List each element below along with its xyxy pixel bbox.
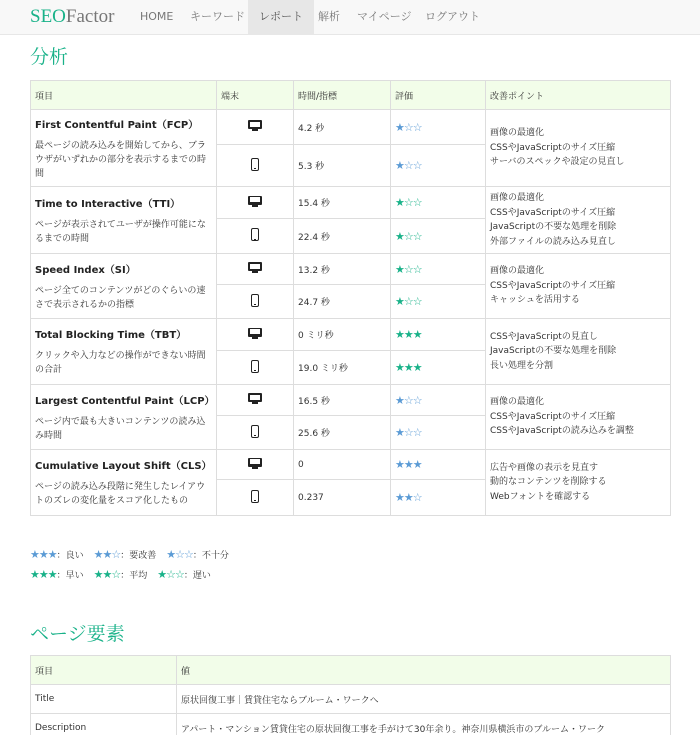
rating-cell-desktop	[391, 385, 486, 416]
nav-report[interactable]: レポート	[248, 0, 314, 34]
metric-row-desktop	[31, 319, 671, 351]
metric-description: ページの読み込み段階に発生したレイアウトのズレの変化量をスコア化したもの	[35, 482, 206, 506]
tip-item: CSSやJavaScriptのサイズ圧縮	[490, 207, 616, 218]
metric-title: Speed Index（SI）	[35, 264, 136, 276]
device-cell-desktop	[217, 450, 294, 480]
metric-title: Largest Contentful Paint（LCP）	[35, 395, 215, 407]
star-rating: ★★★	[395, 458, 422, 471]
metric-value-mobile: 5.3 秒	[294, 145, 391, 187]
monitor-icon	[248, 196, 262, 207]
analysis-table	[30, 80, 671, 516]
device-cell-desktop	[217, 385, 294, 416]
star-rating: ★☆☆	[157, 568, 184, 581]
metric-title: First Contentful Paint（FCP）	[35, 119, 199, 131]
metric-title: Cumulative Layout Shift（CLS）	[35, 461, 212, 472]
analysis-header-row	[31, 81, 671, 110]
tip-item: Webフォントを確認する	[490, 491, 591, 502]
metric-value-mobile: 19.0 ミリ秒	[294, 351, 391, 385]
metric-value-mobile: 0.237	[294, 480, 391, 516]
device-cell-desktop	[217, 254, 294, 285]
rating-legend-green	[30, 568, 221, 581]
table-row	[31, 714, 671, 735]
device-cell-desktop	[217, 110, 294, 145]
metric-value-mobile: 25.6 秒	[294, 416, 391, 450]
metric-row-desktop	[31, 450, 671, 480]
legend-label: ：遅い	[183, 571, 211, 581]
metric-item-cell	[31, 319, 217, 385]
legend-item	[30, 548, 84, 561]
metric-item-cell	[31, 110, 217, 187]
monitor-icon	[248, 328, 262, 339]
improvement-tips-cell	[486, 385, 671, 450]
improvement-tips-cell	[486, 187, 671, 254]
tip-item: 外部ファイルの読み込み見直し	[490, 236, 616, 247]
legend-item	[157, 568, 211, 581]
star-rating: ★☆☆	[395, 229, 422, 243]
analysis-heading: 分析	[30, 46, 69, 68]
tip-item: CSSやJavaScriptのサイズ圧縮	[490, 142, 616, 153]
smartphone-icon	[251, 158, 259, 171]
star-rating: ★★★	[30, 568, 57, 581]
rating-cell-mobile	[391, 480, 486, 516]
top-navbar	[0, 0, 700, 35]
element-value: 原状回復工事｜賃貸住宅ならブルーム・ワークへ	[177, 685, 671, 714]
legend-label: ：要改善	[120, 551, 157, 561]
device-cell-mobile	[217, 145, 294, 187]
tip-item: 広告や画像の表示を見直す	[490, 462, 599, 473]
tip-item: CSSやJavaScriptのサイズ圧縮	[490, 411, 616, 422]
legend-item	[93, 548, 157, 561]
device-cell-mobile	[217, 219, 294, 254]
element-value: アパート・マンション賃貸住宅の原状回復工事を手がけて30年余り。神奈川県横浜市のブルーム・ワーク	[177, 714, 671, 735]
col-header-tips: 改善ポイント	[486, 81, 671, 110]
star-rating: ★★★	[395, 361, 422, 374]
tip-item: サーバのスペックや設定の見直し	[490, 157, 625, 168]
star-rating: ★☆☆	[395, 426, 422, 439]
tip-item: 動的なコンテンツを削除する	[490, 477, 607, 488]
col-header-item: 項目	[31, 656, 177, 685]
table-row	[31, 685, 671, 714]
metric-value-mobile: 22.4 秒	[294, 219, 391, 254]
improvement-tips-cell	[486, 450, 671, 516]
legend-item	[166, 548, 229, 561]
tip-item: 画像の最適化	[490, 128, 545, 139]
metric-item-cell	[31, 254, 217, 319]
tip-item: キャッシュを活用する	[490, 295, 580, 306]
monitor-icon	[248, 458, 262, 469]
metric-value-desktop: 16.5 秒	[294, 385, 391, 416]
tip-item: CSSやJavaScriptの見直し	[490, 331, 598, 342]
monitor-icon	[248, 393, 262, 404]
tip-item: 画像の最適化	[490, 397, 545, 408]
star-rating: ★★☆	[93, 568, 121, 581]
improvement-tips-cell	[486, 254, 671, 319]
device-cell-mobile	[217, 351, 294, 385]
metric-title: Time to Interactive（TTI）	[35, 198, 181, 210]
col-header-time: 時間/指標	[294, 81, 391, 110]
rating-cell-desktop	[391, 319, 486, 351]
col-header-item: 項目	[31, 81, 217, 110]
star-rating: ★☆☆	[395, 262, 422, 276]
metric-row-desktop	[31, 385, 671, 416]
metric-description: クリックや入力などの操作ができない時間の合計	[35, 351, 206, 375]
page-elements-heading: ページ要素	[30, 623, 125, 645]
element-item: Description	[31, 714, 177, 735]
legend-label: ：良い	[56, 551, 84, 561]
rating-legend-blue	[30, 548, 239, 561]
metric-description: ページが表示されてユーザが操作可能になるまでの時間	[35, 219, 206, 244]
device-cell-mobile	[217, 285, 294, 319]
metric-value-desktop: 4.2 秒	[294, 110, 391, 145]
legend-label: ：早い	[56, 571, 84, 581]
star-rating: ★☆☆	[395, 159, 422, 172]
nav-mypage[interactable]: マイページ	[357, 10, 412, 23]
improvement-tips-cell	[486, 319, 671, 385]
device-cell-mobile	[217, 480, 294, 516]
metric-value-desktop: 0	[294, 450, 391, 480]
nav-analysis[interactable]: 解析	[318, 10, 340, 23]
rating-cell-mobile	[391, 145, 486, 187]
metric-description: ページ内で最も大きいコンテンツの読み込み時間	[35, 416, 206, 441]
device-cell-desktop	[217, 187, 294, 219]
metric-item-cell	[31, 187, 217, 254]
tip-item: 画像の最適化	[490, 193, 545, 203]
legend-label: ：平均	[120, 571, 148, 581]
metric-value-mobile: 24.7 秒	[294, 285, 391, 319]
rating-cell-desktop	[391, 187, 486, 219]
star-rating: ★☆☆	[166, 548, 193, 561]
rating-cell-mobile	[391, 416, 486, 450]
tip-item: 長い処理を分割	[490, 360, 554, 371]
tip-item: CSSやJavaScriptの読み込みを調整	[490, 426, 634, 437]
page-elements-header-row	[31, 656, 671, 685]
star-rating: ★★☆	[395, 491, 422, 504]
metric-row-desktop	[31, 110, 671, 145]
smartphone-icon	[251, 360, 259, 373]
metric-item-cell	[31, 385, 217, 450]
smartphone-icon	[251, 294, 259, 307]
tip-item: JavaScriptの不要な処理を削除	[490, 222, 617, 232]
star-rating: ★☆☆	[395, 120, 422, 134]
star-rating: ★☆☆	[395, 393, 422, 407]
nav-logout[interactable]: ログアウト	[425, 10, 480, 23]
rating-cell-desktop	[391, 254, 486, 285]
col-header-device: 端末	[217, 81, 294, 110]
logo-seo-text: SEO	[30, 6, 66, 27]
device-cell-mobile	[217, 416, 294, 450]
metric-item-cell	[31, 450, 217, 516]
legend-label: ：不十分	[192, 551, 229, 561]
improvement-tips-cell	[486, 110, 671, 187]
legend-item	[30, 568, 84, 581]
col-header-value: 値	[177, 656, 671, 685]
metric-title: Total Blocking Time（TBT）	[35, 330, 187, 341]
star-rating: ★☆☆	[395, 295, 422, 308]
rating-cell-desktop	[391, 450, 486, 480]
legend-item	[93, 568, 148, 581]
smartphone-icon	[251, 228, 259, 241]
smartphone-icon	[251, 425, 259, 438]
col-header-rating: 評価	[391, 81, 486, 110]
star-rating: ★☆☆	[395, 196, 422, 209]
element-item: Title	[31, 685, 177, 714]
nav-keyword[interactable]: キーワード	[190, 10, 245, 23]
metric-description: 最ページの読み込みを開始してから、ブラウザがいずれかの部分を表示するまでの時間	[35, 140, 207, 179]
rating-cell-desktop	[391, 110, 486, 145]
rating-cell-mobile	[391, 351, 486, 385]
metric-value-desktop: 13.2 秒	[294, 254, 391, 285]
monitor-icon	[248, 120, 262, 131]
metric-value-desktop: 15.4 秒	[294, 187, 391, 219]
tip-item: CSSやJavaScriptのサイズ圧縮	[490, 280, 616, 291]
metric-row-desktop	[31, 254, 671, 285]
site-logo[interactable]	[30, 6, 114, 28]
monitor-icon	[248, 262, 262, 273]
tip-item: JavaScriptの不要な処理を削除	[490, 346, 617, 357]
logo-factor-text: Factor	[65, 6, 115, 27]
nav-home[interactable]: HOME	[140, 10, 174, 23]
metric-row-desktop	[31, 187, 671, 219]
star-rating: ★★★	[30, 548, 57, 561]
metric-description: ページ全てのコンテンツがどのぐらいの速さで表示されるかの指標	[35, 285, 206, 310]
smartphone-icon	[251, 490, 259, 503]
rating-cell-mobile	[391, 219, 486, 254]
tip-item: 画像の最適化	[490, 266, 545, 277]
metric-value-desktop: 0 ミリ秒	[294, 319, 391, 351]
device-cell-desktop	[217, 319, 294, 351]
page-elements-table	[30, 655, 671, 735]
rating-cell-mobile	[391, 285, 486, 319]
star-rating: ★★★	[395, 328, 422, 341]
star-rating: ★★☆	[93, 548, 121, 561]
